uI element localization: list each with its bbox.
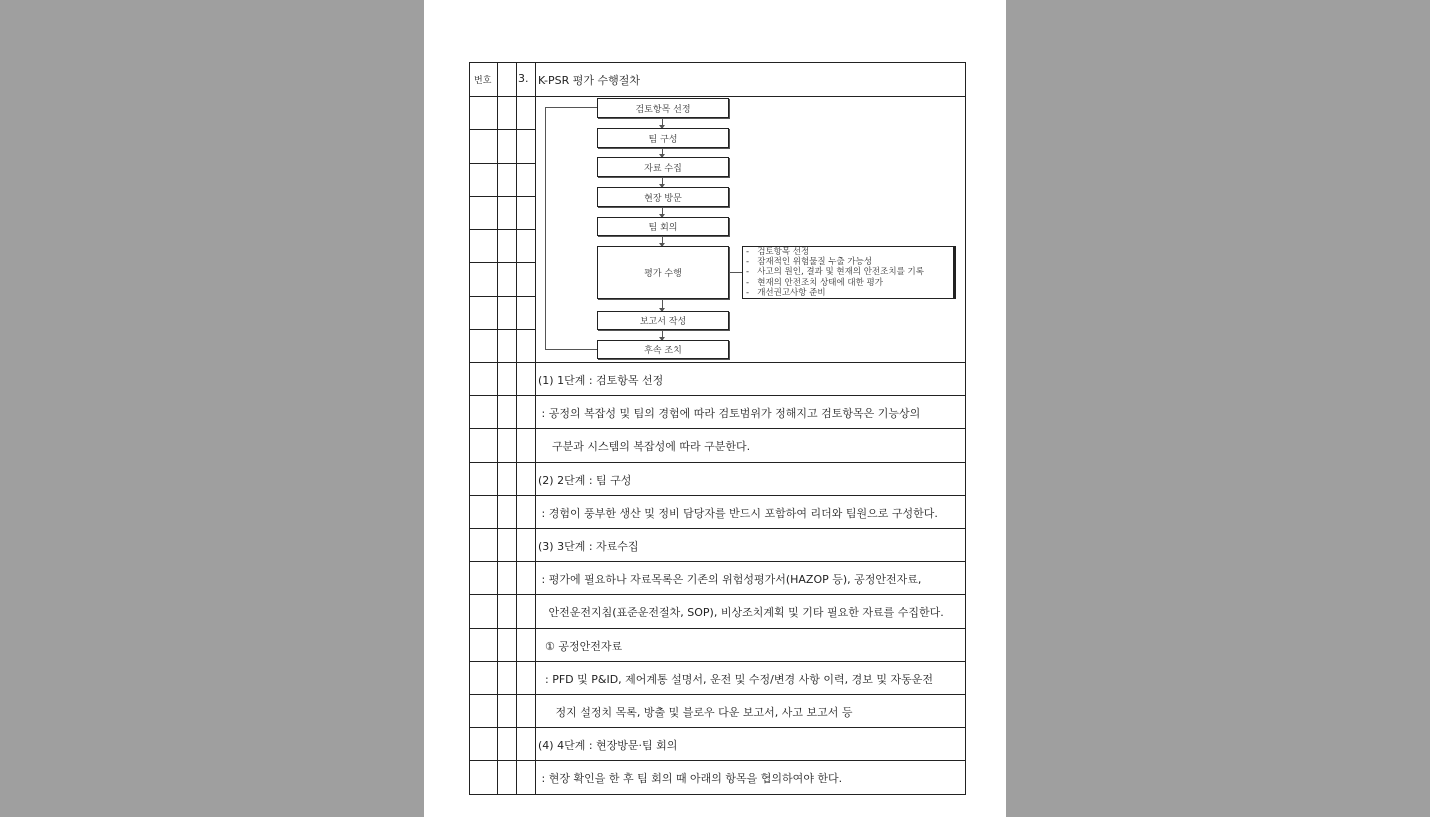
procedure-text-row: : 공정의 복잡성 및 팀의 경험에 따라 검토범위가 정해지고 검토항목은 기능상의	[538, 407, 921, 420]
procedure-text-row: (3) 3단계 : 자료수집	[538, 540, 639, 553]
table-row-line	[469, 229, 535, 230]
detail-item: - 검토항목 선정	[746, 247, 810, 257]
feedback-line-top	[545, 107, 597, 108]
table-row-line	[469, 495, 966, 496]
flow-step: 팀 구성	[597, 128, 729, 148]
flow-step: 평가 수행	[597, 246, 729, 299]
feedback-line-bottom	[545, 349, 597, 350]
table-row-line	[469, 694, 966, 695]
header-number-label: 번호	[474, 76, 492, 86]
table-row-line	[469, 528, 966, 529]
table-row-line	[469, 594, 966, 595]
arrow-icon	[662, 236, 663, 246]
detail-item: - 현재의 안전조치 상태에 대한 평가	[746, 277, 883, 288]
procedure-text-row: (4) 4단계 : 현장방문·팀 회의	[538, 739, 678, 752]
procedure-text-row: (2) 2단계 : 팀 구성	[538, 474, 632, 487]
procedure-text-row: : 경험이 풍부한 생산 및 정비 담당자를 반드시 포함하여 리더와 팀원으로 구성한다.	[538, 507, 938, 520]
flow-step: 현장 방문	[597, 187, 729, 207]
table-row-line	[469, 62, 966, 63]
table-row-line	[469, 395, 966, 396]
flow-step: 보고서 작성	[597, 311, 729, 330]
detail-item: - 사고의 원인, 결과 및 현재의 안전조치를 기록	[746, 267, 924, 278]
procedure-text-row: (1) 1단계 : 검토항목 선정	[538, 374, 664, 387]
connector-line	[729, 272, 742, 273]
table-row-line	[469, 329, 535, 330]
procedure-text-row: : 평가에 필요하나 자료목록은 기존의 위험성평가서(HAZOP 등), 공정안전자료,	[538, 573, 922, 586]
flow-step: 자료 수집	[597, 157, 729, 177]
table-row-line	[469, 561, 966, 562]
table-row-line	[469, 428, 966, 429]
arrow-icon	[662, 148, 663, 157]
table-row-line	[469, 628, 966, 629]
table-row-line	[469, 727, 966, 728]
procedure-text-row: : 현장 확인을 한 후 팀 회의 때 아래의 항목을 협의하여야 한다.	[538, 772, 843, 785]
arrow-icon	[662, 299, 663, 311]
feedback-line	[545, 107, 546, 349]
flow-step: 팀 회의	[597, 217, 729, 236]
flow-step: 검토항목 선정	[597, 98, 729, 118]
table-row-line	[469, 462, 966, 463]
table-row-line	[469, 262, 535, 263]
arrow-icon	[662, 330, 663, 340]
table-row-line	[469, 794, 966, 795]
procedure-text-row: 구분과 시스템의 복잡성에 따라 구분한다.	[538, 440, 751, 453]
section-number: 3.	[518, 72, 529, 85]
table-row-line	[469, 196, 535, 197]
table-row-line	[469, 661, 966, 662]
arrow-icon	[662, 118, 663, 128]
table-row-line	[469, 760, 966, 761]
section-title: K-PSR 평가 수행절차	[538, 74, 641, 87]
procedure-text-row: ① 공정안전자료	[538, 640, 623, 653]
evaluation-details-box	[742, 246, 956, 299]
procedure-text-row: : PFD 및 P&ID, 제어계통 설명서, 운전 및 수정/변경 사항 이력, 경보 및 자동운전	[538, 673, 933, 686]
table-row-line	[469, 129, 535, 130]
arrow-icon	[662, 177, 663, 187]
flow-step: 후속 조치	[597, 340, 729, 359]
detail-item: - 잠재적인 위험물질 누출 가능성	[746, 257, 873, 268]
procedure-text-row: 안전운전지침(표준운전절차, SOP), 비상조치계획 및 기타 필요한 자료를 수집한다.	[538, 606, 944, 619]
table-row-line	[469, 96, 966, 97]
table-row-line	[469, 362, 966, 363]
detail-item: - 개선권고사항 준비	[746, 287, 826, 298]
table-row-line	[469, 296, 535, 297]
procedure-text-row: 정지 설정치 목록, 방출 및 블로우 다운 보고서, 사고 보고서 등	[538, 706, 853, 719]
arrow-icon	[662, 207, 663, 217]
table-row-line	[469, 163, 535, 164]
